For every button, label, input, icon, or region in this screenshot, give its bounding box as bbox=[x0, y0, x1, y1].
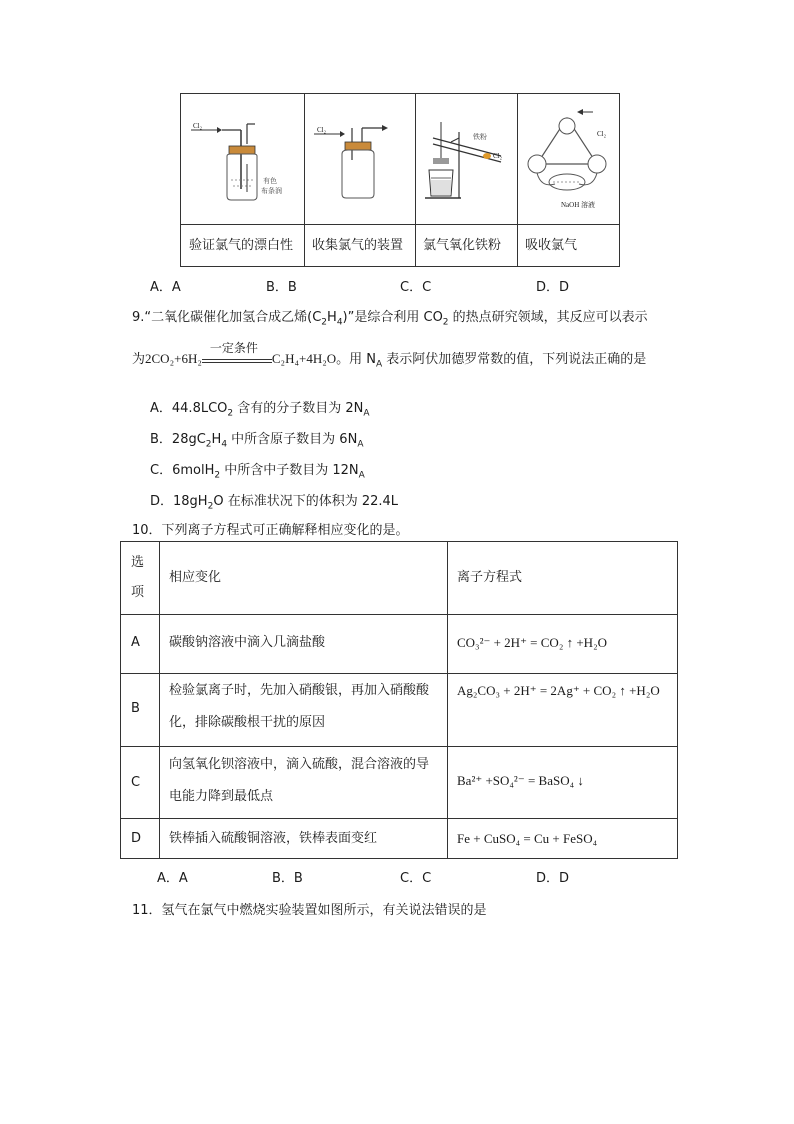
q10-row-c-equation: Ba²⁺ +SO₄²⁻ = BaSO₄ ↓ bbox=[457, 773, 584, 788]
q10-choice-a[interactable]: A．A bbox=[157, 871, 188, 886]
q8-caption-2: 收集氯气的装置 bbox=[312, 238, 404, 253]
q10-choice-c[interactable]: C．C bbox=[400, 871, 432, 886]
q10-row-c-option: C bbox=[131, 775, 141, 790]
q8-caption-3: 氯气氧化铁粉 bbox=[423, 238, 502, 253]
q10-choice-d[interactable]: D．D bbox=[536, 871, 570, 886]
q8-choice-d[interactable]: D．D bbox=[536, 280, 570, 295]
fig-bleaching-apparatus bbox=[189, 114, 299, 219]
q10-row-b-change-2: 化，排除碳酸根干扰的原因 bbox=[169, 715, 326, 730]
q8-caption-4: 吸收氯气 bbox=[525, 238, 578, 253]
q8-choice-b[interactable]: B．B bbox=[266, 280, 297, 295]
fig1-note-2: 布条润 bbox=[261, 187, 282, 195]
q9-stem-line-2: 为2CO₂+6H₂ 一定条件 C₂H₄+4H₂O。用 $N_A$ 表示阿伏加德罗常数的值，下列说法正确的是 bbox=[132, 341, 647, 370]
q8-choice-c[interactable]: C．C bbox=[400, 280, 432, 295]
q10-row-a-change: 碳酸钠溶液中滴入几滴盐酸 bbox=[169, 635, 326, 650]
q10-row-b-change-1: 检验氯离子时，先加入硝酸银，再加入硝酸酸 bbox=[169, 683, 430, 698]
q10-row-d-change: 铁棒插入硫酸铜溶液，铁棒表面变红 bbox=[169, 831, 378, 846]
q9-option-d[interactable]: D．$18gH_2O$ 在标准状况下的体积为 22.4L bbox=[150, 494, 399, 512]
q8-caption-1: 验证氯气的漂白性 bbox=[189, 238, 294, 253]
fig3-note-2: Cl₂ bbox=[493, 152, 503, 160]
fig2-gas-label: Cl₂ bbox=[317, 126, 327, 134]
q10-row-c-change-1: 向氢氧化钡溶液中，滴入硫酸，混合溶液的导 bbox=[169, 757, 430, 772]
q10-row-a-option: A bbox=[131, 635, 140, 650]
q10-table bbox=[120, 541, 678, 859]
q10-header-option-2: 项 bbox=[131, 585, 145, 600]
q10-header-equation: 离子方程式 bbox=[457, 570, 523, 585]
fig1-note-1: 有色 bbox=[263, 177, 277, 185]
q8-row-divider bbox=[181, 224, 619, 225]
q10-row-d-option: D bbox=[131, 831, 142, 846]
q8-choice-a[interactable]: A．A bbox=[150, 280, 181, 295]
q10-row-c-change-2: 电能力降到最低点 bbox=[169, 789, 274, 804]
fig1-gas-label: Cl₂ bbox=[193, 122, 203, 130]
fig-chlorine-absorption-apparatus bbox=[521, 104, 617, 214]
q10-row-b-option: B bbox=[131, 701, 140, 716]
q8-apparatus-table bbox=[180, 93, 620, 267]
fig4-note: NaOH 溶液 bbox=[561, 201, 596, 209]
q9-stem-line-1: 9.“二氧化碳催化加氢合成乙烯$(C_2H_4)$”是综合利用 $CO_2$ 的热点研究领域，其反应可以表示 bbox=[132, 310, 648, 328]
q9-equation-right: C₂H₄+4H₂O bbox=[271, 351, 337, 366]
q9-option-a[interactable]: A．$44.8LCO_2$ 含有的分子数目为 $2N_A$ bbox=[150, 401, 370, 419]
q9-number: 9. bbox=[132, 310, 145, 325]
q9-equation-arrow bbox=[202, 341, 272, 363]
q9-option-c[interactable]: C．6molH$_2$ 中所含中子数目为 $12N_A$ bbox=[150, 463, 365, 481]
q10-row-a-equation: CO₃²⁻ + 2H⁺ = CO₂ ↑ +H₂O bbox=[457, 635, 607, 650]
q9-equation-left: 2CO₂+6H₂ bbox=[145, 351, 202, 366]
q10-stem: 10．下列离子方程式可正确解释相应变化的是。 bbox=[132, 523, 409, 538]
q10-header-change: 相应变化 bbox=[169, 570, 222, 585]
fig3-note-1: 铁粉 bbox=[473, 133, 487, 141]
fig4-gas-label: Cl₂ bbox=[597, 130, 607, 138]
q11-stem: 11．氢气在氯气中燃烧实验装置如图所示，有关说法错误的是 bbox=[132, 903, 487, 918]
q9-option-b[interactable]: B．$28gC_2H_4$ 中所含原子数目为 $6N_A$ bbox=[150, 432, 364, 450]
fig-gas-collection-bottle bbox=[312, 114, 412, 219]
q10-row-d-equation: Fe + CuSO₄ = Cu + FeSO₄ bbox=[457, 831, 598, 846]
q10-choice-b[interactable]: B．B bbox=[272, 871, 303, 886]
q10-header-option-1: 选 bbox=[131, 555, 145, 570]
q9-equation-condition: 一定条件 bbox=[209, 341, 258, 355]
q10-row-b-equation: Ag₂CO₃ + 2H⁺ = 2Ag⁺ + CO₂ ↑ +H₂O bbox=[457, 683, 660, 698]
fig-iron-oxidation-apparatus bbox=[421, 112, 517, 220]
